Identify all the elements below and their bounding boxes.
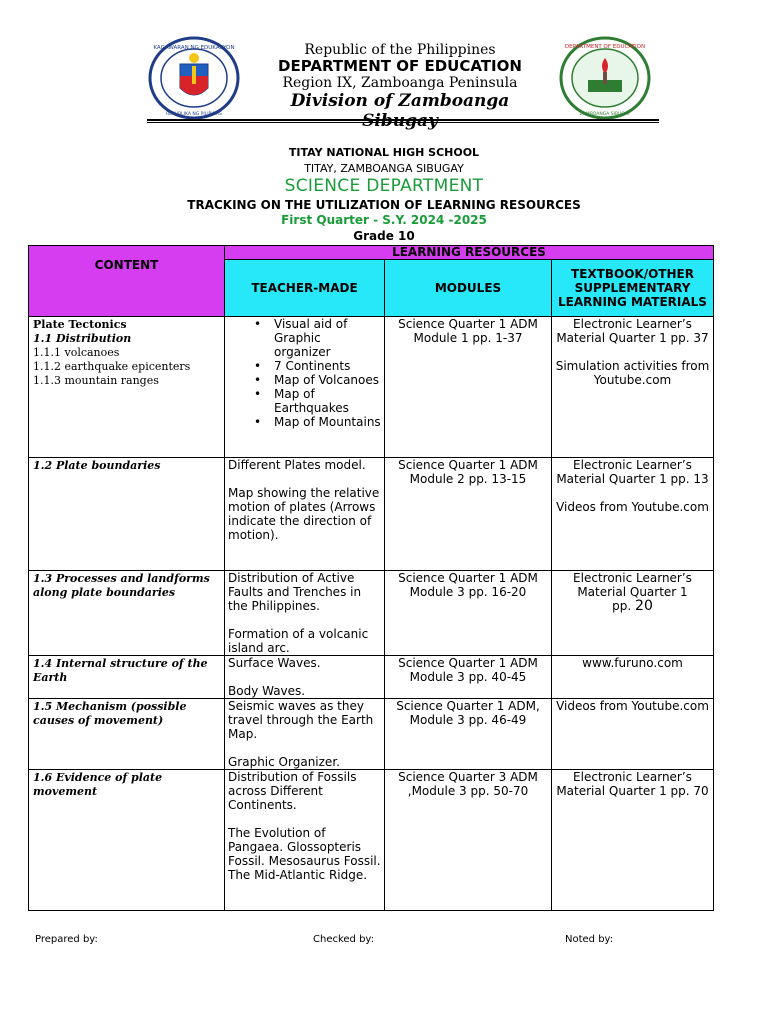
division-text: Division of Zamboanga Sibugay xyxy=(290,91,510,131)
teacher-made-cell xyxy=(225,317,385,458)
teacher-made-cell xyxy=(225,571,385,656)
topic-item: 1.1.3 mountain ranges xyxy=(33,374,159,387)
list-item: • Map of Earthquakes xyxy=(254,387,381,415)
topic-subtitle: 1.3 Processes and landforms along plate boundaries xyxy=(33,572,210,599)
topic-subtitle: 1.2 Plate boundaries xyxy=(33,459,161,472)
school-name: TITAY NATIONAL HIGH SCHOOL xyxy=(288,146,480,159)
topic-subtitle: 1.1 Distribution xyxy=(33,332,132,345)
header-modules: MODULES xyxy=(385,260,552,317)
teacher-made-cell xyxy=(225,699,385,770)
table-row xyxy=(29,458,714,571)
teacher-made-list xyxy=(254,317,381,429)
module-cell: Science Quarter 1 ADM Module 3 pp. 16-20 xyxy=(385,571,552,656)
content-cell xyxy=(29,317,225,458)
content-cell xyxy=(29,571,225,656)
school-address: TITAY, ZAMBOANGA SIBUGAY xyxy=(304,162,464,175)
noted-by-label: Noted by: xyxy=(565,934,614,945)
textbook-cell xyxy=(552,770,714,911)
textbook-pp: pp. xyxy=(612,599,632,613)
list-item: • 7 Continents xyxy=(254,359,381,373)
teacher-text: Graphic Organizer. xyxy=(228,755,340,769)
teacher-text: Body Waves. xyxy=(228,684,306,698)
textbook-text: Electronic Learner’s Material Quarter 1 pp. 70 xyxy=(556,770,709,798)
content-cell xyxy=(29,458,225,571)
header-learning-resources: LEARNING RESOURCES xyxy=(225,246,714,260)
topic-subtitle: 1.5 Mechanism (possible causes of movement) xyxy=(33,700,187,727)
teacher-text: Formation of a volcanic island arc. xyxy=(228,627,369,655)
content-cell xyxy=(29,656,225,699)
teacher-text: The Evolution of Pangaea. Glossopteris Fossil. Mesosaurus Fossil. The Mid-Atlantic Ridge. xyxy=(228,826,381,882)
topic-item: 1.1.2 earthquake epicenters xyxy=(33,360,191,373)
list-item: • Visual aid of Graphic organizer xyxy=(254,317,381,359)
seal-left-bottom: REPUBLIKA NG PILIPINAS xyxy=(166,112,222,117)
table-row xyxy=(29,317,714,458)
republic-text: Republic of the Philippines xyxy=(304,42,496,58)
letterhead-rule-thin xyxy=(147,122,659,123)
textbook-cell xyxy=(552,571,714,656)
topic-subtitle: 1.6 Evidence of plate movement xyxy=(33,771,163,798)
topic-subtitle: 1.4 Internal structure of the Earth xyxy=(33,657,208,684)
textbook-text: Videos from Youtube.com xyxy=(556,500,709,514)
module-cell: Science Quarter 1 ADM Module 1 pp. 1-37 xyxy=(385,317,552,458)
learning-resources-table xyxy=(28,245,714,911)
table-row xyxy=(29,699,714,770)
topic-item: 1.1.1 volcanoes xyxy=(33,346,120,359)
content-cell xyxy=(29,699,225,770)
seal-left-text: KAGAWARAN NG EDUKASYON xyxy=(153,45,235,51)
document-title: TRACKING ON THE UTILIZATION OF LEARNING RESOURCES xyxy=(187,198,581,212)
header-content: CONTENT xyxy=(29,246,225,317)
textbook-text: Videos from Youtube.com xyxy=(556,699,709,713)
textbook-text: Simulation activities from Youtube.com xyxy=(555,359,710,387)
letterhead xyxy=(250,42,550,131)
textbook-cell xyxy=(552,656,714,699)
teacher-text: Seismic waves as they travel through the Earth Map. xyxy=(228,699,374,741)
region-text: Region IX, Zamboanga Peninsula xyxy=(282,75,518,91)
grade-label: Grade 10 xyxy=(353,229,415,243)
prepared-by-label: Prepared by: xyxy=(35,934,98,945)
teacher-text: Distribution of Active Faults and Trenches in the Philippines. xyxy=(228,571,362,613)
textbook-text: Electronic Learner’s Material Quarter 1 pp. 37 xyxy=(556,317,709,345)
division-seal-logo xyxy=(558,36,652,120)
content-cell xyxy=(29,770,225,911)
textbook-page: 20 xyxy=(635,598,653,614)
topic-title: Plate Tectonics xyxy=(33,318,127,331)
list-item: • Map of Volcanoes xyxy=(254,373,381,387)
module-cell: Science Quarter 1 ADM, Module 3 pp. 46-49 xyxy=(385,699,552,770)
header-teacher-made: TEACHER-MADE xyxy=(225,260,385,317)
table-row xyxy=(29,571,714,656)
textbook-link[interactable]: www.furuno.com xyxy=(582,656,683,670)
teacher-text: Distribution of Fossils across Different Continents. xyxy=(228,770,357,812)
table-row xyxy=(29,656,714,699)
table-row xyxy=(29,770,714,911)
table-header-row xyxy=(29,246,714,260)
textbook-text: Electronic Learner’s Material Quarter 1 xyxy=(573,571,692,599)
department-title: SCIENCE DEPARTMENT xyxy=(284,176,484,196)
teacher-text: Different Plates model. xyxy=(228,458,366,472)
letterhead-rule xyxy=(147,119,659,121)
header-textbook: TEXTBOOK/OTHER SUPPLEMENTARY LEARNING MATERIALS xyxy=(552,260,714,317)
list-item: • Map of Mountains xyxy=(254,415,381,429)
teacher-text: Map showing the relative motion of plates (Arrows indicate the direction of motion). xyxy=(228,486,380,542)
teacher-made-cell xyxy=(225,458,385,571)
quarter-label: First Quarter - S.Y. 2024 -2025 xyxy=(281,213,487,227)
department-text: DEPARTMENT OF EDUCATION xyxy=(278,57,522,75)
textbook-cell xyxy=(552,458,714,571)
textbook-text: Electronic Learner’s Material Quarter 1 pp. 13 xyxy=(556,458,709,486)
teacher-made-cell xyxy=(225,770,385,911)
deped-seal-logo xyxy=(147,36,241,120)
teacher-text: Surface Waves. xyxy=(228,656,321,670)
module-cell: Science Quarter 3 ADM ,Module 3 pp. 50-70 xyxy=(385,770,552,911)
textbook-cell xyxy=(552,699,714,770)
textbook-cell xyxy=(552,317,714,458)
checked-by-label: Checked by: xyxy=(313,934,374,945)
seal-right-text: DEPARTMENT OF EDUCATION xyxy=(564,44,646,50)
teacher-made-cell xyxy=(225,656,385,699)
module-cell: Science Quarter 1 ADM Module 2 pp. 13-15 xyxy=(385,458,552,571)
seal-right-bottom: ZAMBOANGA SIBUGAY xyxy=(579,112,631,117)
module-cell: Science Quarter 1 ADM Module 3 pp. 40-45 xyxy=(385,656,552,699)
